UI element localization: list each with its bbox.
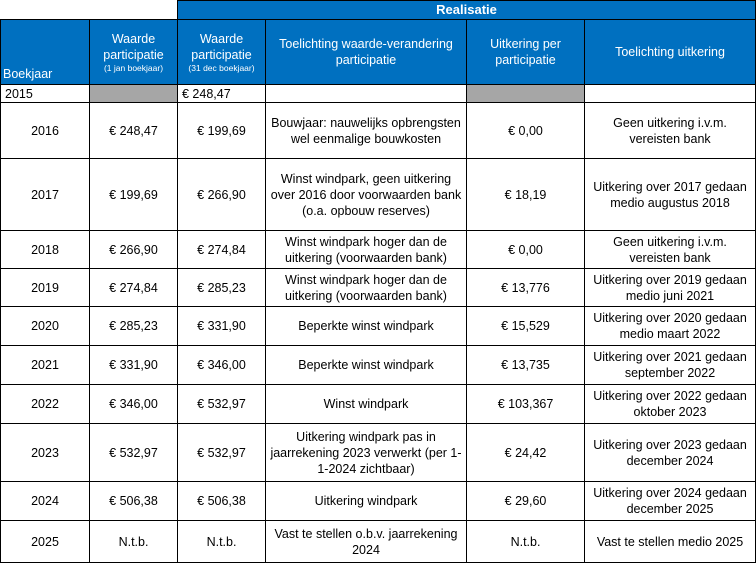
cell-toelichting-waarde xyxy=(266,85,467,103)
col-header-waarde-begin-label: Waarde participatie xyxy=(103,31,164,62)
col-header-waarde-begin xyxy=(90,20,178,85)
table-row xyxy=(1,385,756,424)
cell-waarde-eind: € 506,38 xyxy=(178,482,266,521)
realisatie-header-row xyxy=(1,1,756,20)
table-row xyxy=(1,482,756,521)
cell-uitkering: N.t.b. xyxy=(467,521,585,563)
cell-year: 2018 xyxy=(1,231,90,269)
cell-waarde-eind: € 285,23 xyxy=(178,269,266,307)
col-header-uitkering: Uitkering per participatie xyxy=(467,20,585,85)
table-row xyxy=(1,346,756,385)
col-header-waarde-begin-sub: (1 jan boekjaar) xyxy=(103,62,164,73)
cell-uitkering: € 0,00 xyxy=(467,231,585,269)
col-header-waarde-eind-sub: (31 dec boekjaar) xyxy=(188,62,255,73)
table-row xyxy=(1,424,756,482)
header-spacer xyxy=(1,1,178,20)
cell-waarde-begin: € 532,97 xyxy=(90,424,178,482)
cell-year: 2021 xyxy=(1,346,90,385)
cell-uitkering: € 29,60 xyxy=(467,482,585,521)
cell-uitkering: € 0,00 xyxy=(467,103,585,159)
table-row xyxy=(1,307,756,346)
cell-waarde-eind: € 266,90 xyxy=(178,159,266,231)
cell-waarde-eind: € 274,84 xyxy=(178,231,266,269)
cell-waarde-eind: € 331,90 xyxy=(178,307,266,346)
cell-waarde-eind: N.t.b. xyxy=(178,521,266,563)
cell-toelichting-waarde: Vast te stellen o.b.v. jaarrekening 2024 xyxy=(266,521,467,563)
cell-year: 2020 xyxy=(1,307,90,346)
cell-toelichting-uitkering xyxy=(585,85,756,103)
realisatie-header: Realisatie xyxy=(178,1,756,20)
col-header-toelichting-waarde: Toelichting waarde-verandering participatie xyxy=(266,20,467,85)
cell-waarde-eind: € 346,00 xyxy=(178,346,266,385)
column-header-row xyxy=(1,20,756,85)
cell-uitkering: € 103,367 xyxy=(467,385,585,424)
cell-waarde-eind: € 199,69 xyxy=(178,103,266,159)
cell-toelichting-uitkering: Uitkering over 2020 gedaan medio maart 2022 xyxy=(585,307,756,346)
cell-year: 2024 xyxy=(1,482,90,521)
cell-year: 2022 xyxy=(1,385,90,424)
cell-toelichting-uitkering: Uitkering over 2024 gedaan december 2025 xyxy=(585,482,756,521)
cell-year: 2015 xyxy=(1,85,90,103)
cell-uitkering: € 13,735 xyxy=(467,346,585,385)
cell-toelichting-uitkering: Vast te stellen medio 2025 xyxy=(585,521,756,563)
cell-toelichting-uitkering: Uitkering over 2017 gedaan medio augustus 2018 xyxy=(585,159,756,231)
cell-toelichting-uitkering: Geen uitkering i.v.m. vereisten bank xyxy=(585,231,756,269)
cell-waarde-begin: € 285,23 xyxy=(90,307,178,346)
cell-toelichting-waarde: Beperkte winst windpark xyxy=(266,307,467,346)
cell-toelichting-waarde: Beperkte winst windpark xyxy=(266,346,467,385)
cell-toelichting-uitkering: Uitkering over 2019 gedaan medio juni 2021 xyxy=(585,269,756,307)
cell-toelichting-waarde: Winst windpark hoger dan de uitkering (voorwaarden bank) xyxy=(266,231,467,269)
cell-toelichting-waarde: Winst windpark, geen uitkering over 2016 door voorwaarden bank (o.a. opbouw reserves) xyxy=(266,159,467,231)
cell-toelichting-uitkering: Uitkering over 2023 gedaan december 2024 xyxy=(585,424,756,482)
cell-toelichting-waarde: Uitkering windpark xyxy=(266,482,467,521)
cell-year: 2023 xyxy=(1,424,90,482)
cell-year: 2025 xyxy=(1,521,90,563)
cell-uitkering xyxy=(467,85,585,103)
cell-year: 2017 xyxy=(1,159,90,231)
table-row xyxy=(1,269,756,307)
cell-uitkering: € 18,19 xyxy=(467,159,585,231)
cell-uitkering: € 13,776 xyxy=(467,269,585,307)
cell-toelichting-waarde: Winst windpark xyxy=(266,385,467,424)
table-row xyxy=(1,521,756,563)
cell-toelichting-uitkering: Uitkering over 2022 gedaan oktober 2023 xyxy=(585,385,756,424)
cell-toelichting-waarde: Uitkering windpark pas in jaarrekening 2023 verwerkt (per 1-1-2024 zichtbaar) xyxy=(266,424,467,482)
cell-year: 2019 xyxy=(1,269,90,307)
cell-waarde-eind: € 532,97 xyxy=(178,385,266,424)
table-row xyxy=(1,159,756,231)
cell-waarde-begin: € 266,90 xyxy=(90,231,178,269)
cell-waarde-begin xyxy=(90,85,178,103)
cell-waarde-begin: € 248,47 xyxy=(90,103,178,159)
col-header-boekjaar: Boekjaar xyxy=(1,20,90,85)
table-row xyxy=(1,85,756,103)
table-row xyxy=(1,103,756,159)
cell-waarde-eind: € 248,47 xyxy=(178,85,266,103)
cell-toelichting-waarde: Bouwjaar: nauwelijks opbrengsten wel eenmalige bouwkosten xyxy=(266,103,467,159)
col-header-waarde-eind-label: Waarde participatie xyxy=(191,31,252,62)
col-header-toelichting-uitkering: Toelichting uitkering xyxy=(585,20,756,85)
cell-waarde-begin: € 506,38 xyxy=(90,482,178,521)
cell-waarde-begin: N.t.b. xyxy=(90,521,178,563)
cell-waarde-begin: € 274,84 xyxy=(90,269,178,307)
cell-waarde-begin: € 346,00 xyxy=(90,385,178,424)
cell-waarde-begin: € 331,90 xyxy=(90,346,178,385)
cell-waarde-begin: € 199,69 xyxy=(90,159,178,231)
col-header-waarde-eind xyxy=(178,20,266,85)
cell-waarde-eind: € 532,97 xyxy=(178,424,266,482)
cell-year: 2016 xyxy=(1,103,90,159)
cell-toelichting-waarde: Winst windpark hoger dan de uitkering (voorwaarden bank) xyxy=(266,269,467,307)
table-row xyxy=(1,231,756,269)
cell-uitkering: € 15,529 xyxy=(467,307,585,346)
cell-uitkering: € 24,42 xyxy=(467,424,585,482)
cell-toelichting-uitkering: Geen uitkering i.v.m. vereisten bank xyxy=(585,103,756,159)
cell-toelichting-uitkering: Uitkering over 2021 gedaan september 2022 xyxy=(585,346,756,385)
